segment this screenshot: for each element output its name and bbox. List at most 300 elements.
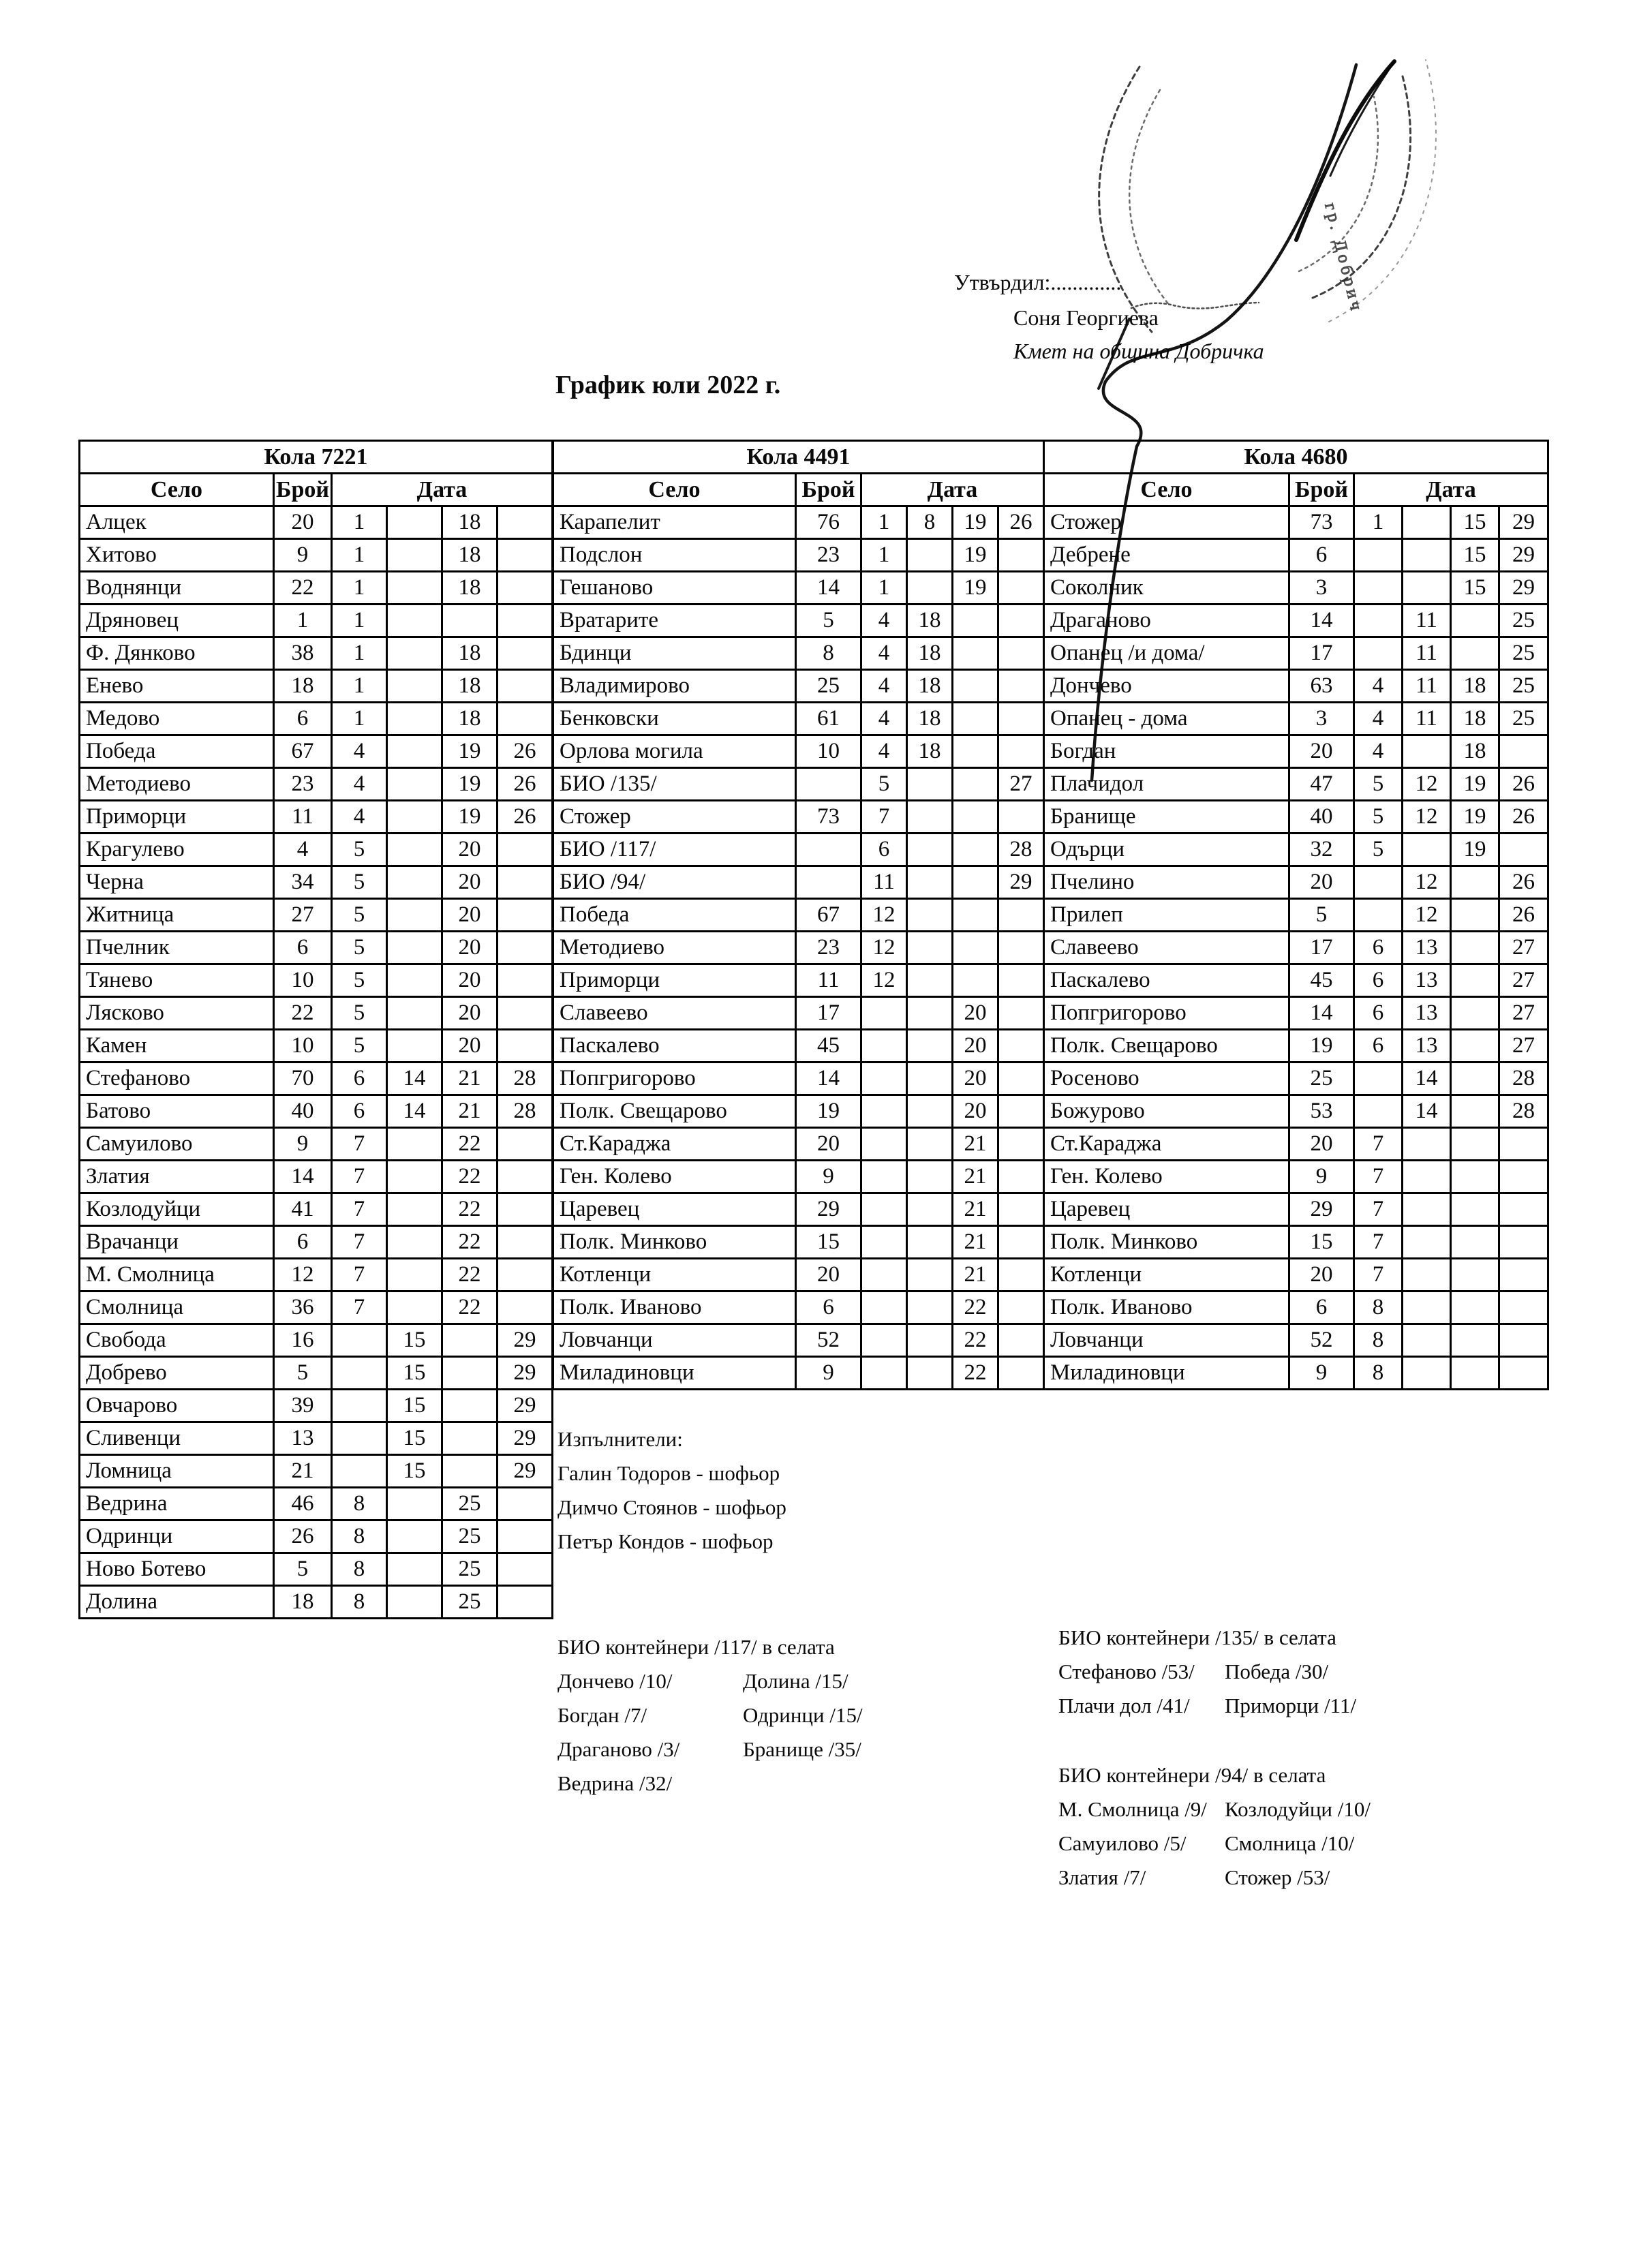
- village-cell: Богдан: [1044, 735, 1289, 768]
- date-cell: [387, 572, 442, 605]
- date-cell: [861, 1259, 907, 1291]
- village-cell: Ст.Караджа: [553, 1128, 796, 1161]
- date-cell: [953, 899, 998, 932]
- date-cell: 22: [442, 1259, 498, 1291]
- date-cell: [953, 768, 998, 801]
- table-row: [1044, 539, 1548, 572]
- table-row: [80, 703, 553, 735]
- table-row: [80, 1226, 553, 1259]
- count-cell: 36: [274, 1291, 332, 1324]
- date-cell: 25: [442, 1553, 498, 1586]
- date-cell: 15: [387, 1455, 442, 1488]
- date-cell: [387, 1128, 442, 1161]
- date-cell: 7: [1354, 1128, 1403, 1161]
- table-row: [80, 637, 553, 670]
- date-cell: [998, 964, 1044, 997]
- table-row: [1044, 1161, 1548, 1193]
- date-cell: 26: [498, 801, 553, 834]
- count-cell: 3: [1289, 572, 1354, 605]
- date-cell: [498, 834, 553, 866]
- village-cell: Сливенци: [80, 1422, 274, 1455]
- date-cell: 14: [387, 1095, 442, 1128]
- count-cell: 27: [274, 899, 332, 932]
- date-cell: 13: [1403, 997, 1451, 1030]
- date-cell: [1499, 735, 1548, 768]
- col-header-date: Дата: [332, 474, 553, 506]
- village-cell: М. Смолница: [80, 1259, 274, 1291]
- approver-name: Соня Георгиева: [1013, 305, 1159, 330]
- date-cell: 28: [1499, 1095, 1548, 1128]
- count-cell: 14: [796, 572, 861, 605]
- bio-village-right: Долина /15/: [743, 1669, 848, 1693]
- table-row: [80, 605, 553, 637]
- date-cell: [387, 1030, 442, 1063]
- date-cell: [498, 1161, 553, 1193]
- table-row: [80, 670, 553, 703]
- date-cell: 28: [1499, 1063, 1548, 1095]
- date-cell: [387, 1488, 442, 1520]
- village-cell: Енево: [80, 670, 274, 703]
- date-cell: 6: [1354, 932, 1403, 964]
- date-cell: [998, 899, 1044, 932]
- count-cell: 9: [274, 1128, 332, 1161]
- date-cell: [387, 964, 442, 997]
- village-cell: Полк. Свещарово: [1044, 1030, 1289, 1063]
- count-cell: 22: [274, 572, 332, 605]
- date-cell: [387, 899, 442, 932]
- count-cell: 9: [1289, 1161, 1354, 1193]
- village-cell: Златия: [80, 1161, 274, 1193]
- village-cell: Врачанци: [80, 1226, 274, 1259]
- table-row: [80, 1161, 553, 1193]
- count-cell: 32: [1289, 834, 1354, 866]
- count-cell: 38: [274, 637, 332, 670]
- table-row: [80, 735, 553, 768]
- date-cell: 1: [861, 572, 907, 605]
- date-cell: 6: [332, 1095, 387, 1128]
- date-cell: [1451, 899, 1499, 932]
- table-row: [1044, 899, 1548, 932]
- date-cell: 19: [1451, 801, 1499, 834]
- date-cell: [1403, 834, 1451, 866]
- date-cell: [998, 1226, 1044, 1259]
- village-cell: Медово: [80, 703, 274, 735]
- count-cell: 1: [274, 605, 332, 637]
- date-cell: [1499, 1357, 1548, 1390]
- village-cell: Бенковски: [553, 703, 796, 735]
- date-cell: [907, 834, 953, 866]
- village-cell: Ломница: [80, 1455, 274, 1488]
- date-cell: 27: [1499, 932, 1548, 964]
- date-cell: 4: [332, 801, 387, 834]
- date-cell: [907, 1324, 953, 1357]
- village-cell: Бдинци: [553, 637, 796, 670]
- date-cell: [998, 735, 1044, 768]
- table-row: [553, 1324, 1044, 1357]
- date-cell: 6: [1354, 997, 1403, 1030]
- village-cell: Котленци: [1044, 1259, 1289, 1291]
- table-row: [80, 1324, 553, 1357]
- village-cell: Ведрина: [80, 1488, 274, 1520]
- date-cell: 19: [953, 506, 998, 539]
- date-cell: [332, 1390, 387, 1422]
- date-cell: 1: [1354, 506, 1403, 539]
- date-cell: [332, 1324, 387, 1357]
- table-row: [553, 1291, 1044, 1324]
- date-cell: [907, 899, 953, 932]
- table-row: [553, 1193, 1044, 1226]
- date-cell: 5: [332, 899, 387, 932]
- date-cell: [907, 1030, 953, 1063]
- table-row: [80, 539, 553, 572]
- table-row: [553, 899, 1044, 932]
- date-cell: [1403, 1193, 1451, 1226]
- village-cell: Полк. Минково: [1044, 1226, 1289, 1259]
- date-cell: 19: [1451, 768, 1499, 801]
- village-cell: Паскалево: [553, 1030, 796, 1063]
- date-cell: [1354, 572, 1403, 605]
- date-cell: [907, 1291, 953, 1324]
- date-cell: [1403, 1357, 1451, 1390]
- date-cell: [387, 735, 442, 768]
- date-cell: 18: [907, 605, 953, 637]
- bio-village-right: Стожер /53/: [1225, 1865, 1330, 1889]
- col-header-village: Село: [553, 474, 796, 506]
- date-cell: [442, 605, 498, 637]
- date-cell: 8: [907, 506, 953, 539]
- count-cell: 20: [1289, 1259, 1354, 1291]
- count-cell: 67: [274, 735, 332, 768]
- date-cell: [498, 1030, 553, 1063]
- table-row: [553, 539, 1044, 572]
- village-cell: Смолница: [80, 1291, 274, 1324]
- date-cell: 21: [442, 1095, 498, 1128]
- count-cell: [796, 768, 861, 801]
- village-cell: Дончево: [1044, 670, 1289, 703]
- bio-village-right: Смолница /10/: [1225, 1831, 1355, 1855]
- date-cell: [907, 1226, 953, 1259]
- date-cell: [1403, 1324, 1451, 1357]
- date-cell: 1: [332, 637, 387, 670]
- date-cell: [998, 1161, 1044, 1193]
- date-cell: 7: [1354, 1161, 1403, 1193]
- date-cell: [1451, 1291, 1499, 1324]
- count-cell: 40: [274, 1095, 332, 1128]
- date-cell: 25: [1499, 670, 1548, 703]
- table-row: [80, 932, 553, 964]
- table-row: [1044, 572, 1548, 605]
- date-cell: 18: [907, 703, 953, 735]
- date-cell: 6: [1354, 1030, 1403, 1063]
- count-cell: 10: [274, 964, 332, 997]
- count-cell: [796, 834, 861, 866]
- date-cell: 8: [1354, 1357, 1403, 1390]
- car-title: Кола 4680: [1044, 441, 1548, 474]
- date-cell: 14: [387, 1063, 442, 1095]
- date-cell: [1403, 539, 1451, 572]
- village-cell: Тянево: [80, 964, 274, 997]
- village-cell: Росеново: [1044, 1063, 1289, 1095]
- date-cell: [1403, 1259, 1451, 1291]
- village-cell: Гешаново: [553, 572, 796, 605]
- date-cell: [907, 801, 953, 834]
- date-cell: 29: [1499, 539, 1548, 572]
- stamp-text: гр. Добрич: [1321, 200, 1366, 316]
- village-cell: Камен: [80, 1030, 274, 1063]
- date-cell: [498, 1488, 553, 1520]
- date-cell: [387, 539, 442, 572]
- bio-village-right: Бранище /35/: [743, 1737, 861, 1761]
- date-cell: [1451, 1095, 1499, 1128]
- village-cell: Дряновец: [80, 605, 274, 637]
- date-cell: 18: [1451, 703, 1499, 735]
- date-cell: [953, 964, 998, 997]
- village-cell: Соколник: [1044, 572, 1289, 605]
- date-cell: [387, 1226, 442, 1259]
- count-cell: 26: [274, 1520, 332, 1553]
- bio-village-right: Приморци /11/: [1225, 1694, 1357, 1717]
- count-cell: 13: [274, 1422, 332, 1455]
- date-cell: 26: [1499, 801, 1548, 834]
- date-cell: 15: [387, 1390, 442, 1422]
- date-cell: [1499, 1128, 1548, 1161]
- date-cell: [332, 1455, 387, 1488]
- date-cell: 5: [1354, 801, 1403, 834]
- table-row: [1044, 1259, 1548, 1291]
- date-cell: 7: [332, 1259, 387, 1291]
- count-cell: 29: [796, 1193, 861, 1226]
- count-cell: 18: [274, 670, 332, 703]
- date-cell: [953, 735, 998, 768]
- date-cell: 25: [1499, 605, 1548, 637]
- date-cell: [387, 1520, 442, 1553]
- count-cell: 14: [1289, 997, 1354, 1030]
- village-cell: Победа: [80, 735, 274, 768]
- date-cell: 14: [1403, 1095, 1451, 1128]
- village-cell: Стожер: [1044, 506, 1289, 539]
- date-cell: [953, 834, 998, 866]
- village-cell: Приморци: [80, 801, 274, 834]
- date-cell: 7: [861, 801, 907, 834]
- date-cell: 18: [1451, 735, 1499, 768]
- date-cell: [1354, 899, 1403, 932]
- village-cell: Победа: [553, 899, 796, 932]
- date-cell: 14: [1403, 1063, 1451, 1095]
- date-cell: [1451, 1128, 1499, 1161]
- executor-item: Петър Кондов - шофьор: [557, 1529, 774, 1553]
- date-cell: 29: [498, 1324, 553, 1357]
- count-cell: 5: [274, 1553, 332, 1586]
- count-cell: 52: [1289, 1324, 1354, 1357]
- date-cell: 19: [442, 801, 498, 834]
- village-cell: Свобода: [80, 1324, 274, 1357]
- count-cell: 11: [796, 964, 861, 997]
- date-cell: 29: [498, 1357, 553, 1390]
- date-cell: 28: [998, 834, 1044, 866]
- date-cell: [998, 932, 1044, 964]
- date-cell: [1403, 735, 1451, 768]
- village-cell: Орлова могила: [553, 735, 796, 768]
- table-row: [80, 1422, 553, 1455]
- car-title: Кола 4491: [553, 441, 1044, 474]
- date-cell: 4: [1354, 735, 1403, 768]
- village-cell: БИО /135/: [553, 768, 796, 801]
- date-cell: [498, 964, 553, 997]
- date-cell: 12: [1403, 768, 1451, 801]
- count-cell: 17: [1289, 637, 1354, 670]
- date-cell: [498, 1226, 553, 1259]
- count-cell: 45: [796, 1030, 861, 1063]
- date-cell: [387, 1553, 442, 1586]
- date-cell: [387, 932, 442, 964]
- village-cell: Плачидол: [1044, 768, 1289, 801]
- bio-village-left: Самуилово /5/: [1058, 1831, 1187, 1855]
- village-cell: Методиево: [80, 768, 274, 801]
- date-cell: [998, 605, 1044, 637]
- date-cell: [1451, 964, 1499, 997]
- bio-row: [1058, 1792, 1371, 1826]
- table-row: [1044, 670, 1548, 703]
- table-row: [80, 997, 553, 1030]
- count-cell: 9: [274, 539, 332, 572]
- village-cell: Одринци: [80, 1520, 274, 1553]
- date-cell: [1451, 1259, 1499, 1291]
- table-row: [553, 1226, 1044, 1259]
- village-cell: Царевец: [553, 1193, 796, 1226]
- village-cell: Полк. Иваново: [553, 1291, 796, 1324]
- date-cell: [998, 1063, 1044, 1095]
- bio-row: [557, 1767, 863, 1801]
- date-cell: 8: [1354, 1291, 1403, 1324]
- bio-row: [1058, 1826, 1371, 1861]
- date-cell: [998, 670, 1044, 703]
- table-row: [553, 768, 1044, 801]
- col-header-village: Село: [80, 474, 274, 506]
- date-cell: [1499, 1324, 1548, 1357]
- date-cell: [861, 1357, 907, 1390]
- date-cell: [998, 637, 1044, 670]
- date-cell: 5: [332, 866, 387, 899]
- date-cell: 1: [332, 605, 387, 637]
- date-cell: 18: [907, 735, 953, 768]
- date-cell: [1403, 1128, 1451, 1161]
- date-cell: 20: [953, 1063, 998, 1095]
- date-cell: [998, 1357, 1044, 1390]
- table-row: [553, 1357, 1044, 1390]
- village-cell: Полк. Свещарово: [553, 1095, 796, 1128]
- schedule-table-3: [1043, 440, 1549, 1390]
- bio-section: [557, 1630, 863, 1801]
- date-cell: [387, 834, 442, 866]
- date-cell: 4: [1354, 703, 1403, 735]
- date-cell: 27: [1499, 997, 1548, 1030]
- date-cell: [998, 1291, 1044, 1324]
- village-cell: Ген. Колево: [553, 1161, 796, 1193]
- date-cell: 8: [332, 1488, 387, 1520]
- date-cell: 20: [442, 834, 498, 866]
- executors-title: Изпълнители:: [557, 1427, 683, 1451]
- date-cell: [498, 506, 553, 539]
- col-header-count: Брой: [274, 474, 332, 506]
- table-row: [80, 1488, 553, 1520]
- bio-row: [1058, 1861, 1371, 1895]
- count-cell: 17: [1289, 932, 1354, 964]
- count-cell: 6: [1289, 1291, 1354, 1324]
- date-cell: 27: [998, 768, 1044, 801]
- col-header-village: Село: [1044, 474, 1289, 506]
- date-cell: 20: [953, 1030, 998, 1063]
- date-cell: 22: [953, 1357, 998, 1390]
- date-cell: [387, 768, 442, 801]
- table-row: [553, 866, 1044, 899]
- date-cell: [998, 703, 1044, 735]
- count-cell: 20: [1289, 1128, 1354, 1161]
- date-cell: [498, 539, 553, 572]
- date-cell: [907, 1161, 953, 1193]
- date-cell: [998, 997, 1044, 1030]
- table-row: [80, 1128, 553, 1161]
- table-row: [553, 932, 1044, 964]
- date-cell: [1354, 1095, 1403, 1128]
- executor-item: Галин Тодоров - шофьор: [557, 1461, 780, 1485]
- bio-village-right: Козлодуйци /10/: [1225, 1797, 1371, 1821]
- date-cell: [498, 1586, 553, 1619]
- date-cell: 4: [332, 768, 387, 801]
- date-cell: 15: [1451, 539, 1499, 572]
- table-row: [553, 1128, 1044, 1161]
- count-cell: 67: [796, 899, 861, 932]
- date-cell: [387, 866, 442, 899]
- village-cell: Лясково: [80, 997, 274, 1030]
- table-row: [80, 572, 553, 605]
- table-row: [80, 1095, 553, 1128]
- date-cell: 25: [1499, 637, 1548, 670]
- date-cell: 15: [387, 1357, 442, 1390]
- schedule-table-1: [78, 440, 553, 1619]
- date-cell: 8: [332, 1586, 387, 1619]
- date-cell: 12: [1403, 801, 1451, 834]
- date-cell: [998, 1324, 1044, 1357]
- date-cell: [907, 997, 953, 1030]
- table-row: [553, 703, 1044, 735]
- date-cell: 26: [498, 735, 553, 768]
- date-cell: [498, 605, 553, 637]
- date-cell: 19: [953, 572, 998, 605]
- col-header-date: Дата: [861, 474, 1044, 506]
- date-cell: 27: [1499, 964, 1548, 997]
- date-cell: [387, 1161, 442, 1193]
- village-cell: Славеево: [553, 997, 796, 1030]
- date-cell: [907, 932, 953, 964]
- date-cell: [498, 572, 553, 605]
- count-cell: 41: [274, 1193, 332, 1226]
- date-cell: 21: [953, 1226, 998, 1259]
- table-row: [1044, 866, 1548, 899]
- bio-village-left: Богдан /7/: [557, 1703, 647, 1727]
- date-cell: [907, 866, 953, 899]
- count-cell: 6: [796, 1291, 861, 1324]
- count-cell: 46: [274, 1488, 332, 1520]
- date-cell: [387, 1259, 442, 1291]
- table-row: [80, 899, 553, 932]
- table-row: [80, 1553, 553, 1586]
- count-cell: 20: [1289, 866, 1354, 899]
- count-cell: 63: [1289, 670, 1354, 703]
- date-cell: 5: [1354, 768, 1403, 801]
- date-cell: 21: [442, 1063, 498, 1095]
- date-cell: [498, 932, 553, 964]
- date-cell: [498, 899, 553, 932]
